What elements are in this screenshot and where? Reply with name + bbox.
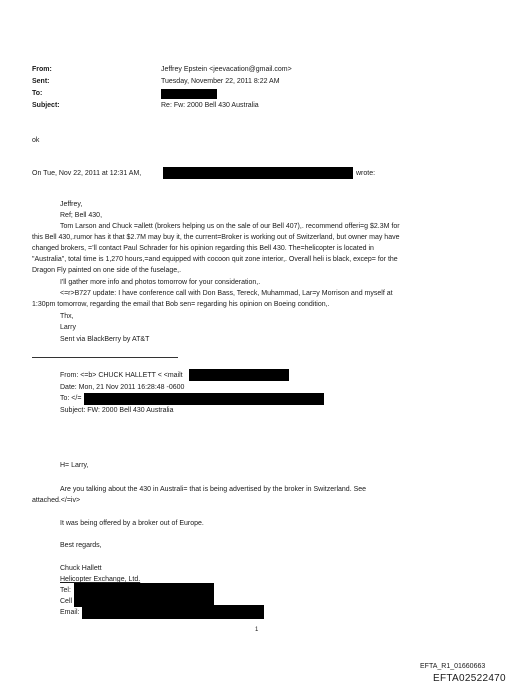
separator-line xyxy=(32,357,178,358)
quote-intro-suffix: wrote: xyxy=(356,170,376,177)
chuck-p1-line2: attached.</=iv> xyxy=(32,497,81,504)
subject-label: Subject: xyxy=(32,102,60,109)
sent-label: Sent: xyxy=(32,78,50,85)
larry-name: Larry xyxy=(60,324,76,331)
page-number: 1 xyxy=(255,627,259,633)
larry-ref: Ref; Bell 430, xyxy=(60,212,103,219)
larry-p1-line1: Tom Larson and Chuck =allett (brokers helping us on the sale of our Bell 407),. recommend offeri=g $2.3M for xyxy=(60,223,400,230)
chuck-closing: Best regards, xyxy=(60,542,102,549)
chuck-cell-label: Cell xyxy=(60,598,73,605)
fwd-date: Date: Mon, 21 Nov 2011 16:28:48 -0600 xyxy=(60,384,185,391)
chuck-email-label: Email: xyxy=(60,609,80,616)
larry-p3-line2: 1:30pm tomorrow, regarding the email that Bob sen= regarding his opinion on Boeing condition,. xyxy=(32,301,330,308)
chuck-greeting: H= Larry, xyxy=(60,462,89,469)
quote-intro-prefix: On Tue, Nov 22, 2011 at 12:31 AM, xyxy=(32,170,142,177)
chuck-p2: It was being offered by a broker out of Europe. xyxy=(60,520,204,527)
larry-thx: Thx, xyxy=(60,313,74,320)
chuck-sig-name: Chuck Hallett xyxy=(60,565,102,572)
sent-value: Tuesday, November 22, 2011 8:22 AM xyxy=(161,78,280,85)
reply-text: ok xyxy=(32,137,40,144)
larry-p2: I'll gather more info and photos tomorrow for your consideration,. xyxy=(60,279,261,286)
fwd-from-redaction xyxy=(189,369,289,381)
larry-greeting: Jeffrey, xyxy=(60,201,83,208)
fwd-to-redaction xyxy=(84,393,324,405)
from-value: Jeffrey Epstein <jeevacation@gmail.com> xyxy=(161,66,292,73)
fwd-to: To: </= xyxy=(60,395,82,402)
larry-signature: Sent via BlackBerry by AT&T xyxy=(60,336,150,343)
larry-p1-line5: Dragon Fly painted on one side of the fuselage,. xyxy=(32,267,182,274)
larry-p1-line4: "Australia", total time is 1,270 hours,=and equipped with cocoon quit zone interior,. Overall heli is black, excep= for the xyxy=(32,256,398,263)
chuck-tel-label: Tel: xyxy=(60,587,71,594)
to-label: To: xyxy=(32,90,43,97)
chuck-sig-company: Helicopter Exchange, Ltd. xyxy=(60,576,141,583)
footer-id-2: EFTA02522470 xyxy=(433,673,506,684)
sender-redaction xyxy=(163,167,353,179)
larry-p1-line3: changed brokers, =’ll contact Paul Schrader for his opinion regarding this Bell 430. The=helicopter is located in xyxy=(32,245,374,252)
fwd-from: From: <=b> CHUCK HALLETT < <mailt xyxy=(60,372,183,379)
larry-p1-line2: this Bell 430,.rumor has it that $2.7M may buy it, the current=Broker is working out of Switzerland, but owner may have xyxy=(32,234,400,241)
chuck-p1-line1: Are you talking about the 430 in Australi= that is being advertised by the broker in Switzerland. See xyxy=(60,486,367,493)
from-label: From: xyxy=(32,66,52,73)
larry-p3-line1: <=r>B727 update: I have conference call with Don Bass, Tereck, Muhammad, Lar=y Morrison and myself at xyxy=(60,290,393,297)
fwd-subject: Subject: FW: 2000 Bell 430 Australia xyxy=(60,407,174,414)
to-redaction xyxy=(161,89,217,99)
contact-redaction xyxy=(74,583,214,607)
email-redaction xyxy=(82,605,264,619)
footer-id-1: EFTA_R1_01660663 xyxy=(420,663,486,670)
subject-value: Re: Fw: 2000 Bell 430 Australia xyxy=(161,102,259,109)
